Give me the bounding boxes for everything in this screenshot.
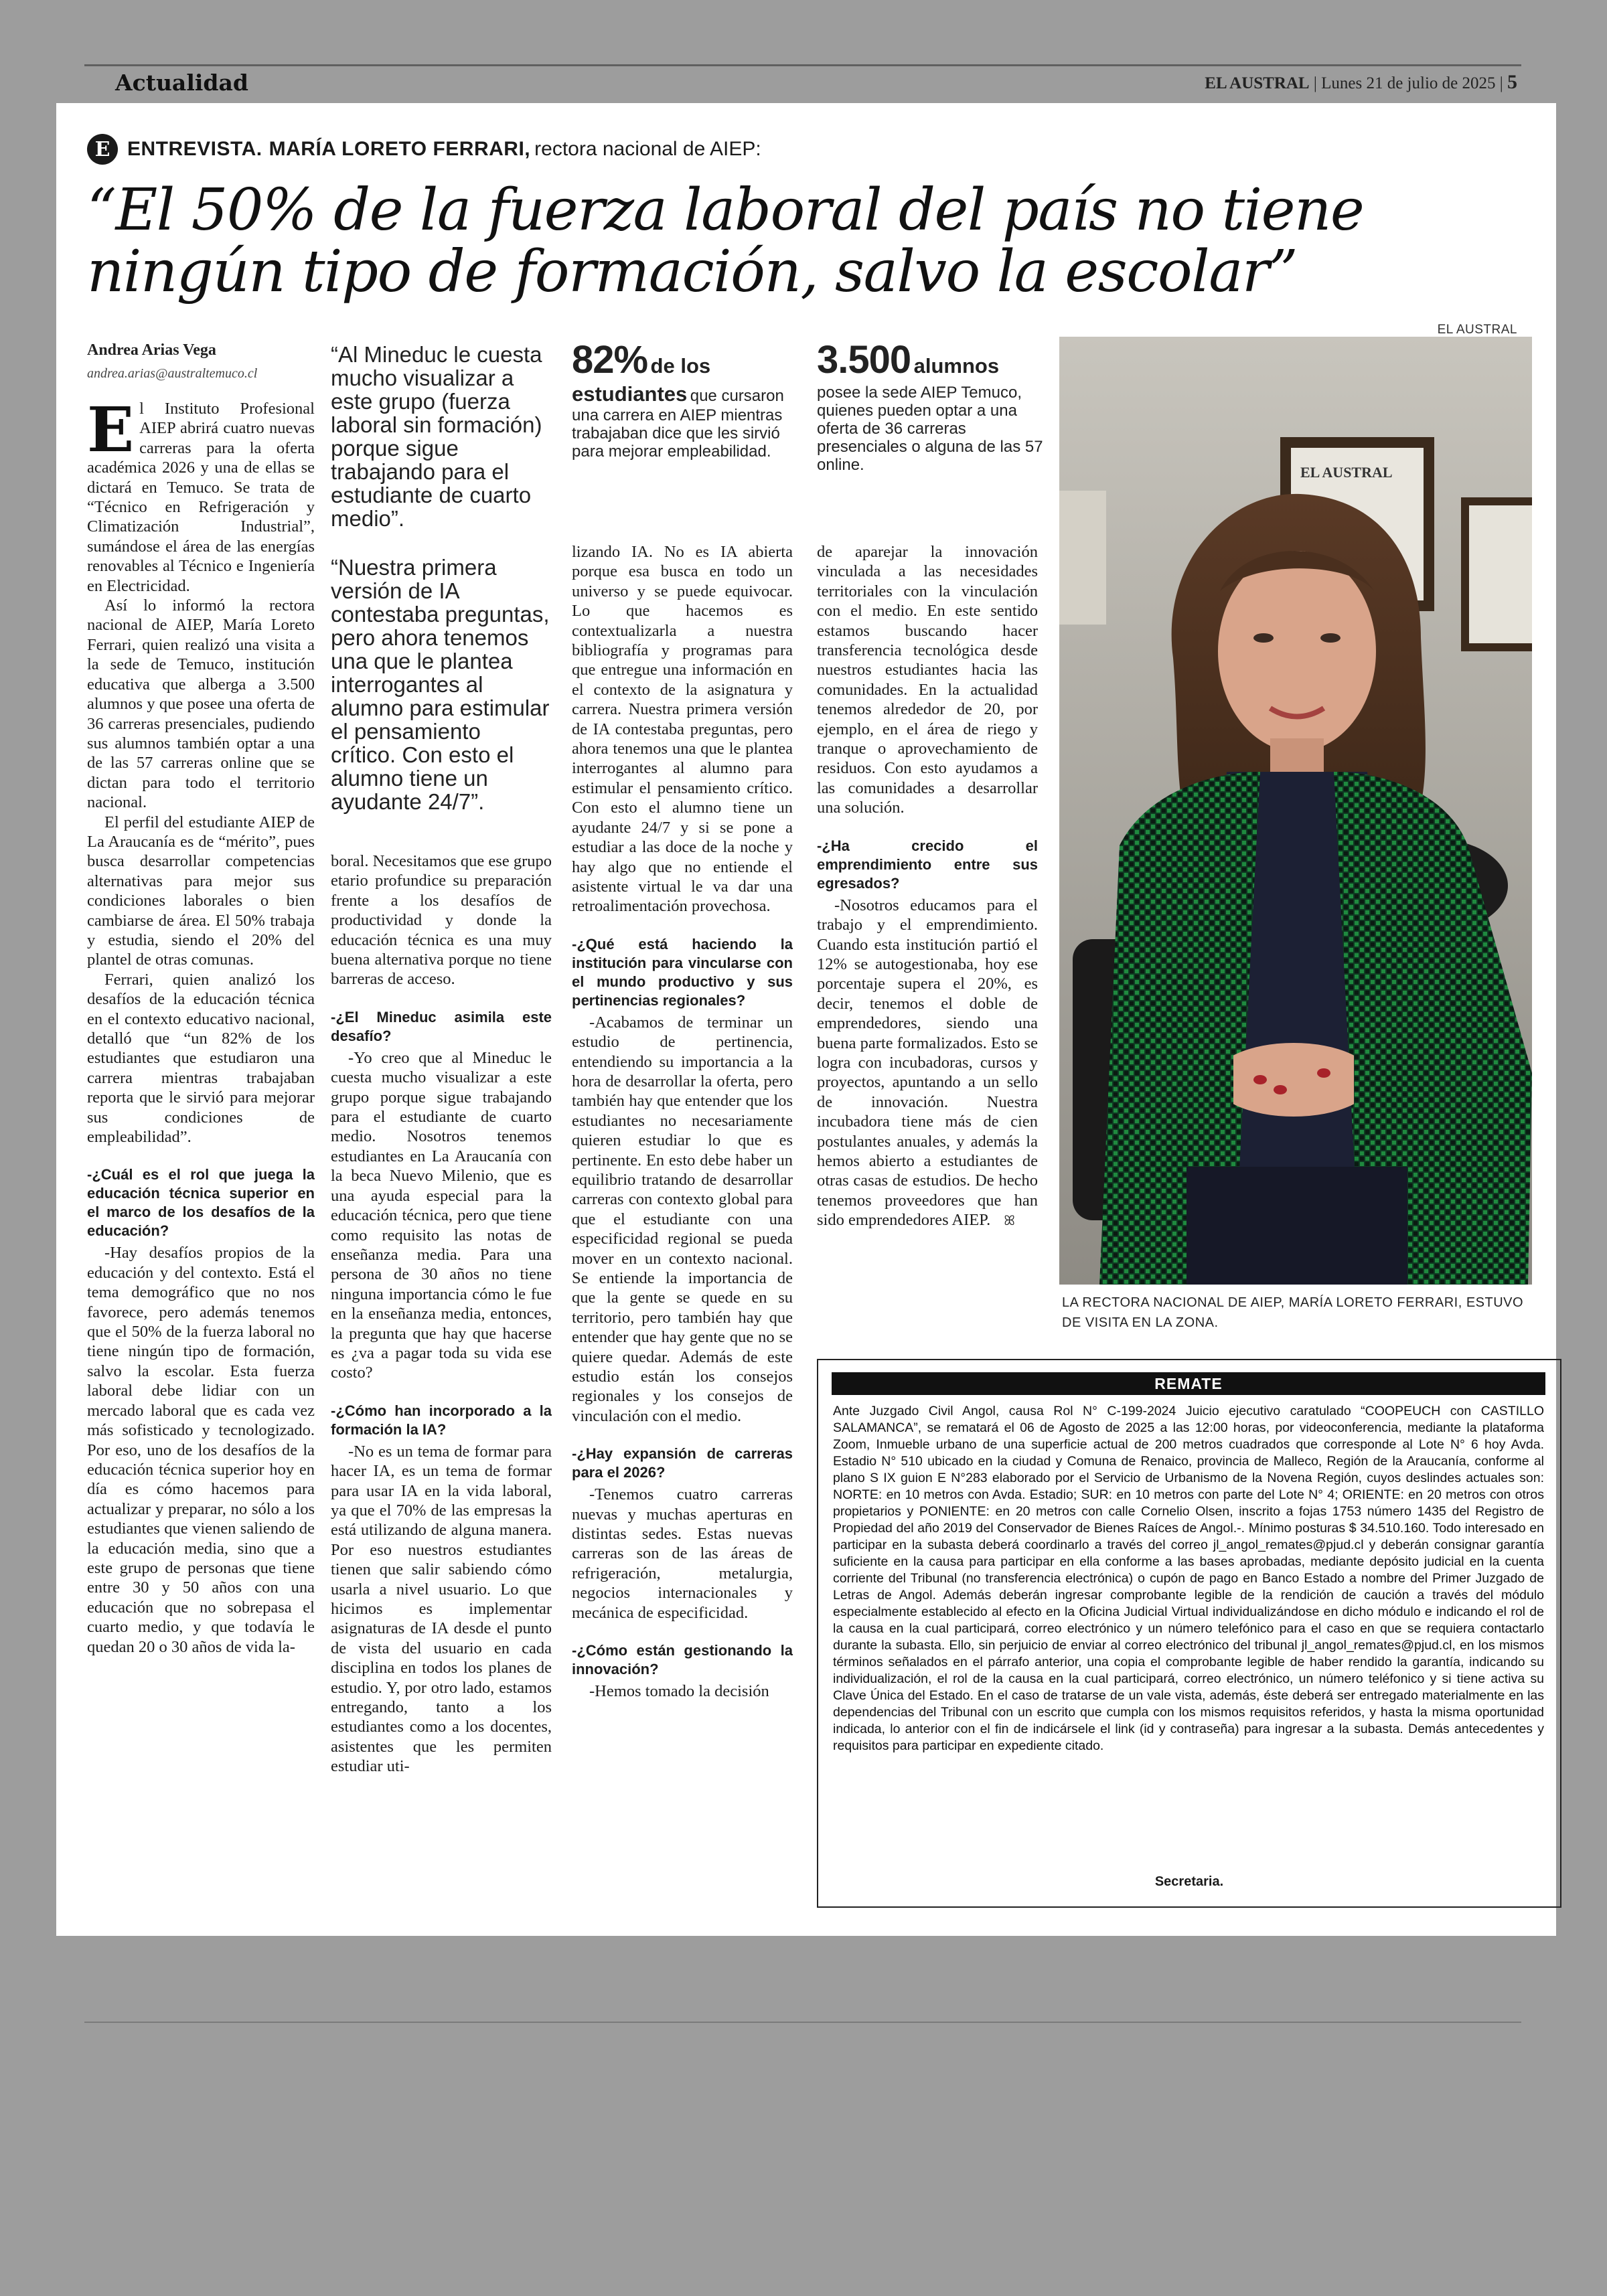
remate-body: Ante Juzgado Civil Angol, causa Rol N° C-199-2024 Juicio ejecutivo caratulado “COOPEUCH con CASTILLO SALAMANCA”, se rematará el 06 de Agosto de 2025 a las 12:00 horas, por videoconferencia, mediante la plataforma Zoom, Inmueble urbano de una superficie actual de 200 metros cuadrados que corresponde al Lote N° 6 hoy Avda. Estadio N° 510 ubicado en la ciudad y Comuna de Renaico, provincia de Malleco, Región de la Araucanía, conforme al plano S IX guion E N°283 elaborado por el Servicio de Urbanismo de la Novena Región, cuyos deslindes actuales son: NORTE: en 10 metros con Avda. Estadio; SUR: en 10 metros con parte del Lote N° 4; ORIENTE: en 20 metros con otros propietarios y PONIENTE: en 20 metros con calle Cornelio Olsen, inscrito a fojas 1753 número 1435 del Registro de Propiedad del año 2019 del Conservador de Bienes Raíces de Angol.-. Mínimo posturas $ 34.510.160. Todo interesado en participar en la subasta deberá coordinarlo a través del correo jl_angol_remates@pjud.cl y deberán consignar garantía suficiente en la causa para participar en ella conforme a las bases aprobadas, mediante depósito judicial en la cuenta corriente del Tribunal (no transferencia electrónica) o cupón de pago en Banco Estado a nombre del Primer Juzgado de Letras de Angol. Además deberán ingresar comprobante legible de la rendición de caución a través del módulo especialmente establecido al efecto en la Oficina Judicial Virtual individualizándose en dicho módulo e indicando el rol de la causa en la cual participará, correo electrónico y un número telefónico para el caso en que se requiera contactarlo durante la subasta. Ello, sin perjuicio de enviar al correo electrónico del tribunal jl_angol_remates@pjud.cl, en los mismos términos señalados en el párrafo anterior, una copia el comprobante legible de haber rendido la garantía, indicando su individualización, el rol de la causa en la cual participará, correo electrónico, un número teléfonico y si tiene activa su Clave Única del Estado. En el caso de tratarse de un vale vista, además, éste deberá ser entregado materialmente en las dependencias del Tribunal con un escrito que cumpla con los mismos requisitos referidos, y hasta la misma oportunidad indicada, lo anterior con el fin de indicársele el link (id y contraseña) para ingresar a la subasta. Demás antecedentes y requisitos para participar en expediente citado. (833, 1404, 1544, 1753)
page-header (112, 64, 1519, 98)
remate-title: REMATE (832, 1372, 1545, 1395)
paragraph: -Hemos tomado la decisión (589, 1682, 769, 1701)
byline (87, 341, 315, 382)
column-2 (331, 851, 552, 1777)
stat-value: 3.500 (817, 338, 911, 382)
pull-quotes (331, 343, 552, 813)
paragraph: -Nosotros educamos para el trabajo y el emprendimiento. Cuando esta institución partió el 12% se autogestionaba, hoy ese porcentaje supera el 20%, es decir, tenemos el doble de emprendedores, siendo una buena parte formalizados. Esto se logra con incubadoras, cursos y proyectos, apuntando a un sello de innovación. Nuestra incubadora tiene más de cien postulantes anuales, y además la hemos abierto a estudiantes de otras casas de estudios. De hecho tenemos proveedores que han sido emprendedores AIEP. ꕤ (817, 896, 1038, 1230)
stat-box-3500 (817, 337, 1045, 474)
headline: “El 50% de la fuerza laboral del país no tiene ningún tipo de formación, salvo la escolar” (87, 177, 1364, 305)
bottom-rule (84, 2022, 1521, 2023)
drop-cap: E (87, 394, 135, 466)
frame-text: EL AUSTRAL (1300, 464, 1393, 481)
column-1 (87, 394, 315, 1657)
paper-name: EL AUSTRAL (1205, 74, 1310, 92)
paragraph: -Yo creo que al Mineduc le cuesta mucho visualizar a este grupo porque sigue trabajando para el estudiante de cuarto medio. Nosotros tenemos estudiantes en La Araucanía con la beca Nuevo Milenio, que es una ayuda especial para la educación técnica, pero que tiene como requisito las notas de enseñanza media. Para una persona de 30 años no tiene ninguna importancia cómo le fue en la enseñanza media, entonces, la pregunta que hay que hacerse es ¿va a pagar toda su vida ese costo? (331, 1048, 552, 1382)
interview-question: -¿Hay expansión de carreras para el 2026? (572, 1445, 793, 1481)
paragraph: -Acabamos de terminar un estudio de pertinencia, entendiendo su importancia a la hora de desarrollar la oferta, pero también hay que entender que los estudiantes no necesariamente quieren estudiar lo que es pertinente. En esto debe haber un equilibrio tratando de desarrollar carreras con contexto global para que el estudiante con una especificidad regional se pueda mover en un contexto nacional. Se entiende la importancia de que la gente se quede en su territorio, pero también hay que entender que hay gente que no se quiere quedar. Además de este estudio están los consejos regionales y los consejos de vinculación con el medio. (572, 1013, 793, 1425)
end-mark-icon: ꕤ (1004, 1212, 1015, 1229)
paragraph: lizando IA. No es IA abierta porque esa busca en todo un universo y se puede equivocar. Lo que hacemos es contextualizarla a nuestra bibliografía y programas para que entregue una información en el contexto de la asignatura y carrera. Nuestra primera versión de IA contestaba preguntas, pero ahora tenemos una que le plantea interrogantes al alumno para estimular el pensamiento crítico. Con esto el alumno tiene un ayudante 24/7 y si se pone a estudiar a las doce de la noche y hay algo que no entiende el asistente virtual le va dar una retroalimentación provechosa. (572, 543, 793, 916)
stat-value: 82% (572, 338, 648, 382)
kicker-person: MARÍA LORETO FERRARI, (269, 138, 531, 160)
kicker-role: rectora nacional de AIEP: (534, 138, 761, 160)
pull-quote-1: “Al Mineduc le cuesta mucho visualizar a este grupo (fuerza laboral sin formación) porque sigue trabajando para el estudiante de cuarto medio”. (331, 342, 542, 531)
issue-date: | Lunes 21 de julio de 2025 | (1313, 74, 1503, 92)
paragraph: El perfil del estudiante AIEP de La Araucanía es de “mérito”, pues busca desarrollar competencias alternativas para mejor sus condiciones laborales o bien cambiarse de área. El 50% trabaja y estudia, siendo el 20% del plantel de otras comunas. (87, 813, 315, 969)
paragraph: -Hay desafíos propios de la educación y del contexto. Está el tema demográfico que no nos favorece, pero además tenemos que el 50% de la fuerza laboral no tiene ningún tipo de formación, salvo la escolar. Esta fuerza laboral debe lidiar con un mercado laboral que es cada vez más sofisticado y tecnologizado. Por eso, uno de los desafíos de la educación técnica superior hoy en día es cómo hacemos para actualizar y preparar, no sólo a los estudiantes que vienen saliendo de la educación media, sino que a este grupo de personas que tiene entre 30 y 50 años con una educación que no sobrepasa el cuarto medio, y que todavía le quedan 20 o 30 años de vida la- (87, 1244, 315, 1656)
lead-paragraph: El Instituto Profesional AIEP abrirá cuatro nuevas carreras para la oferta académica 2026 y una de ellas se dictará en Temuco. Se trata de “Técnico en Refrigeración y Climatización Industrial”, sumándose el área de las energías renovables al Técnico e Ingeniería en Electricidad. (87, 394, 315, 595)
paragraph: de aparejar la innovación vinculada a las necesidades territoriales con la vinculación con el medio. En este sentido estamos buscando hacer transferencia tecnológica desde nuestros estudiantes hacia las comunidades. En la actualidad tenemos alrededor de 20, por ejemplo, en el área de riego y tranque o aprovechamiento de residuos. Con esto ayudamos a las comunidades a desarrollar una solución. (817, 543, 1038, 817)
paragraph: -No es un tema de formar para hacer IA, es un tema de formar para usar IA en la vida laboral, ya que el 70% de las empresas la está utilizando de alguna manera. Por eso nuestros estudiantes tienen que salir sabiendo cómo usarla a nivel usuario. Lo que hicimos es implementar asignaturas de IA desde el punto de vista del usuario en cada disciplina en todos los planes de estudio. Y, por otro lado, estamos entregando, tanto a los estudiantes como a los docentes, asistentes que les permiten estudiar uti- (331, 1442, 552, 1776)
paragraph: boral. Necesitamos que ese grupo etario profundice su preparación frente a los desafíos de productividad y donde la educación técnica es una muy buena alternativa porque no tiene barreras de acceso. (331, 852, 552, 989)
portrait-photo (1059, 337, 1532, 1285)
interview-question: -¿El Mineduc asimila este desafío? (331, 1008, 552, 1044)
page-number: 5 (1507, 71, 1517, 93)
paragraph: -Tenemos cuatro carreras nuevas y muchas aperturas en distintas sedes. Estas nuevas carreras son de las áreas de refrigeración, metalurgia, negocios internacionales y mecánica de especificidad. (572, 1485, 793, 1622)
author-name: Andrea Arias Vega (87, 341, 216, 359)
photo-credit: EL AUSTRAL (1437, 323, 1517, 337)
column-3 (572, 542, 793, 1702)
pull-quote-2: “Nuestra primera versión de IA contestaba preguntas, pero ahora tenemos una que le plantea interrogantes al alumno para estimular el pensamiento crítico. Con esto el alumno tiene un ayudante 24/7”. (331, 555, 550, 814)
portrait-illustration (1059, 337, 1532, 1285)
column-4 (817, 542, 1038, 1231)
stat-unit: de los estudiantes (572, 354, 711, 406)
kicker-type: ENTREVISTA. (127, 138, 262, 160)
remate-signature: Secretaria. (1154, 1874, 1224, 1889)
author-email[interactable]: andrea.arias@australtemuco.cl (87, 366, 258, 381)
interview-badge: E (87, 134, 118, 165)
interview-question: -¿Cómo están gestionando la innovación? (572, 1642, 793, 1678)
stat-text: que cursaron una carrera en AIEP mientras trabajaban dice que les sirvió para mejorar empleabilidad. (572, 387, 784, 461)
section-label: Actualidad (115, 70, 248, 96)
photo-caption: LA RECTORA NACIONAL DE AIEP, MARÍA LORETO FERRARI, ESTUVO DE VISITA EN LA ZONA. (1062, 1295, 1524, 1330)
interview-question: -¿Ha crecido el emprendimiento entre sus egresados? (817, 837, 1038, 892)
stat-unit: alumnos (913, 354, 1000, 378)
stat-text: posee la sede AIEP Temuco, quienes pueden optar a una oferta de 36 carreras presenciales o alguna de las 57 online. (817, 384, 1043, 474)
paragraph: Ferrari, quien analizó los desafíos de la educación técnica en el contexto educativo nacional, detalló que “un 82% de los estudiantes que estudiaron una carrera mientras trabajaban reporta que le sirvió para mejorar sus condiciones de empleabilidad”. (87, 970, 315, 1147)
newspaper-page (56, 103, 1556, 1936)
folio (1205, 71, 1517, 94)
stat-box-82 (572, 337, 793, 461)
paragraph: Así lo informó la rectora nacional de AIEP, María Loreto Ferrari, quien realizó una visita a la sede de Temuco, institución educativa que alberga a 3.500 alumnos y que posee una oferta de 36 carreras presenciales, pudiendo sus alumnos también optar a una de las 57 carreras online que se dictan para todo el territorio nacional. (87, 596, 315, 812)
interview-question: -¿Cuál es el rol que juega la educación técnica superior en el marco de los desafíos de la educación? (87, 1166, 315, 1240)
interview-question: -¿Cómo han incorporado a la formación la IA? (331, 1402, 552, 1438)
interview-question: -¿Qué está haciendo la institución para vincularse con el mundo productivo y sus pertinencias regionales? (572, 935, 793, 1009)
remate-notice (817, 1359, 1561, 1908)
kicker (87, 133, 761, 166)
